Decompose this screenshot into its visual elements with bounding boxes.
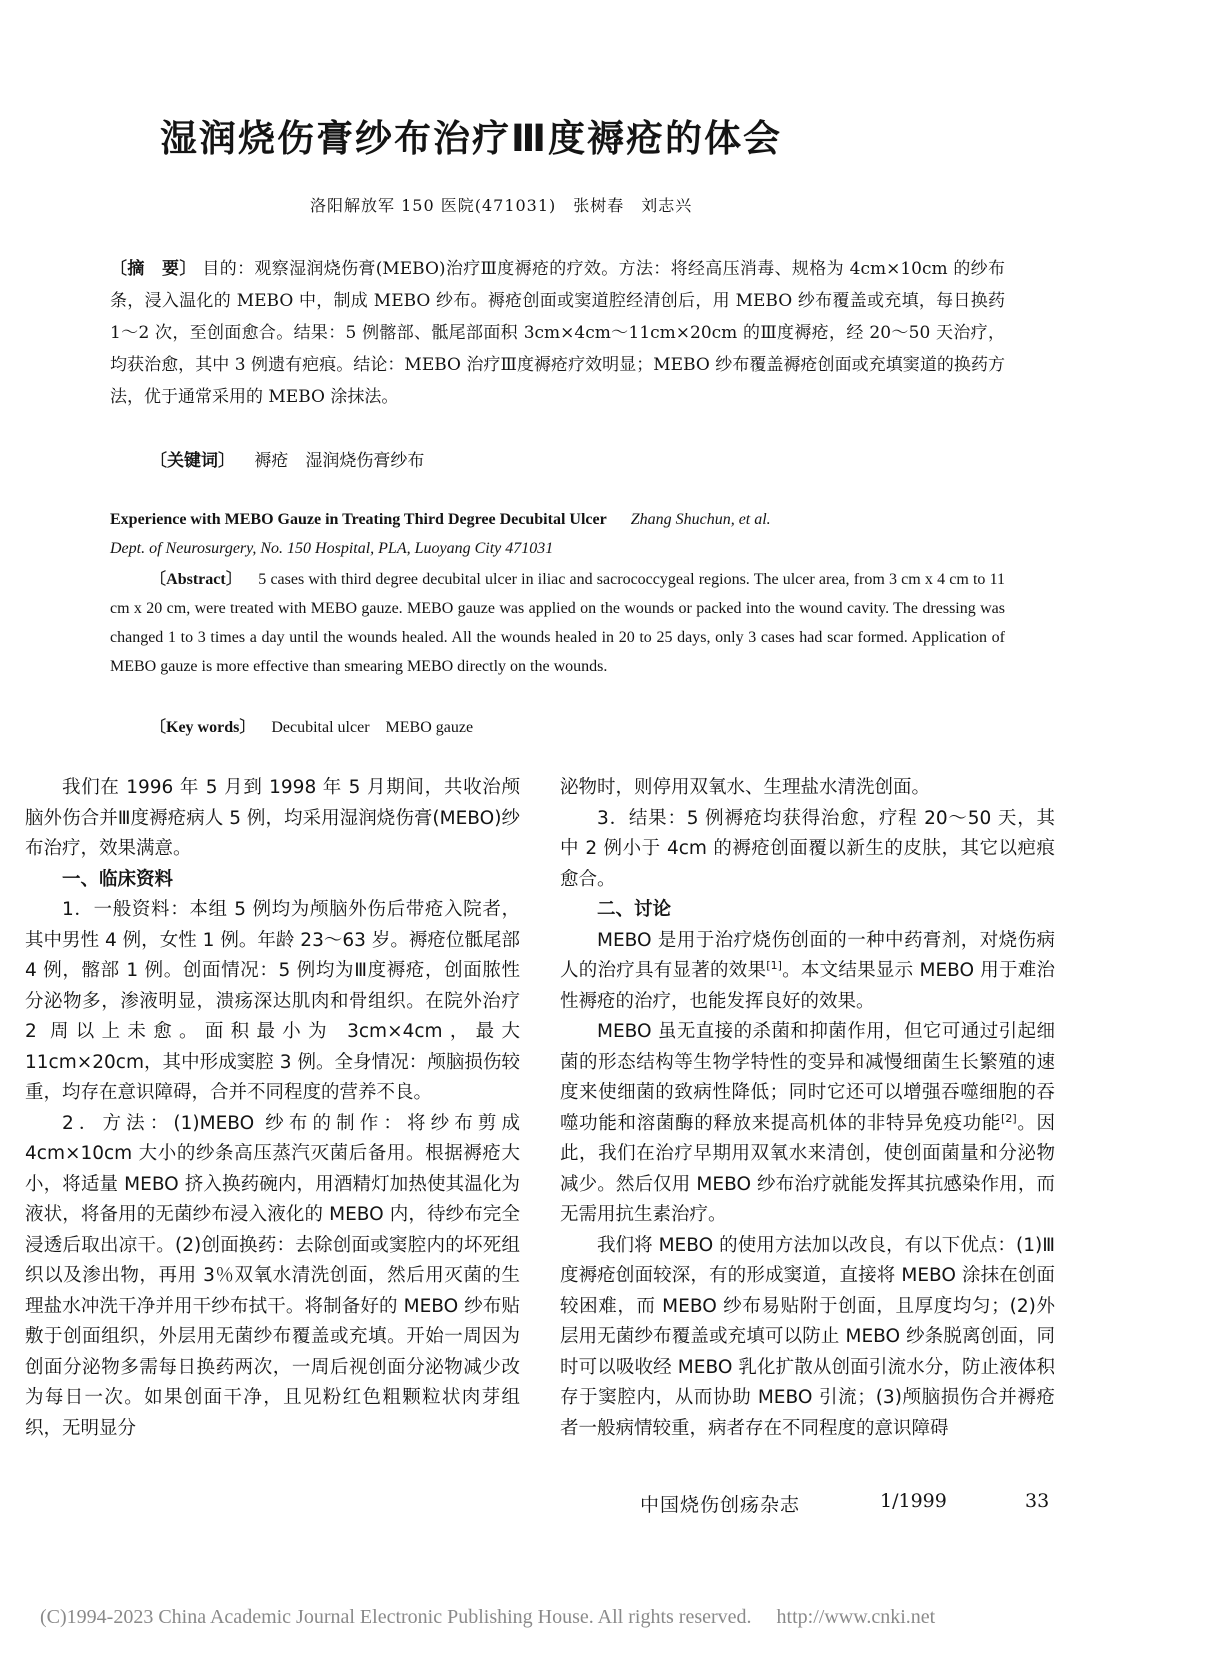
paragraph-methods-continued: 泌物时，则停用双氧水、生理盐水清洗创面。 (560, 777, 931, 798)
english-keywords-label: 〔Key words〕 (150, 719, 256, 736)
discussion-1-text-end: 。本文结果显示 MEBO 用于难治性褥疮的治疗，也能发挥良好的效果。 (560, 960, 1055, 1012)
discussion-2-text: MEBO 虽无直接的杀菌和抑菌作用，但它可通过引起细菌的形态结构等生物学特性的变异和减慢细菌生长繁殖的速度来使细菌的致病性降低；同时它还可以增强吞噬细胞的吞噬功能和溶菌酶的释放来提高机体的非特异免疫功能 (560, 1021, 1055, 1134)
chinese-abstract (110, 253, 1005, 413)
reference-1: [1] (766, 958, 782, 972)
discussion-1-text: MEBO 是用于治疗烧伤创面的一种中药膏剂，对烧伤病人的治疗具有显著的效果 (560, 929, 1055, 981)
footer-issue: 1/1999 (880, 1490, 947, 1512)
body-column-right (560, 773, 1055, 1444)
discussion-2-text-end: 。因此，我们在治疗早期用双氧水来清创，使创面菌量和分泌物减少。然后仅用 MEBO 纱布治疗就能发挥其抗感染作用，而无需用抗生素治疗。 (560, 1112, 1055, 1225)
paragraph-discussion-1 (560, 926, 1055, 1018)
section-heading-discussion: 二、讨论 (597, 899, 672, 920)
chinese-keywords (150, 446, 424, 471)
english-affiliation: Dept. of Neurosurgery, No. 150 Hospital, PLA, Luoyang City 471031 (110, 540, 554, 557)
paragraph-discussion-3: 我们将 MEBO 的使用方法加以改良，有以下优点：(1)Ⅲ度褥疮创面较深，有的形成窦道，直接将 MEBO 涂抹在创面较困难，而 MEBO 纱布易贴附于创面，且厚度均匀；(2)外层用无菌纱布覆盖或充填可以防止 MEBO 纱条脱离创面，同时可以吸收经 MEBO 乳化扩散从创面引流水分，防止液体积存于窦腔内，从而协助 MEBO 引流；(3)颅脑损伤合并褥疮者一般病情较重，病者存在不同程度的意识障碍 (560, 1234, 1055, 1439)
article-title: 湿润烧伤膏纱布治疗Ⅲ度褥疮的体会 (160, 117, 782, 160)
paragraph-results: 3．结果：5 例褥疮均获得治愈，疗程 20～50 天，其中 2 例小于 4cm 的褥疮创面覆以新生的皮肤，其它以疤痕愈合。 (560, 807, 1055, 890)
paragraph-general-data: 1．一般资料：本组 5 例均为颅脑外伤后带疮入院者，其中男性 4 例，女性 1 例。年龄 23～63 岁。褥疮位骶尾部 4 例，髂部 1 例。创面情况：5 例均为Ⅲ度褥疮，创面脓性分泌物多，渗液明显，溃疡深达肌肉和骨组织。在院外治疗 2 周以上未愈。面积最小为 3cm×4cm，最大 11cm×20cm，其中形成窦腔 3 例。全身情况：颅脑损伤较重，均存在意识障碍，合并不同程度的营养不良。 (25, 899, 520, 1103)
english-title: Experience with MEBO Gauze in Treating Third Degree Decubital Ulcer (110, 511, 607, 528)
copyright-notice: (C)1994-2023 China Academic Journal Electronic Publishing House. All rights reserved. http://www.cnki.net (40, 1606, 936, 1628)
body-column-left (25, 773, 520, 1444)
english-abstract (110, 565, 1005, 681)
english-abstract-label: 〔Abstract〕 (150, 571, 243, 588)
english-keywords (150, 714, 473, 737)
footer-journal-name: 中国烧伤创疡杂志 (640, 1494, 801, 1516)
english-keywords-text: Decubital ulcer MEBO gauze (271, 719, 474, 736)
paragraph-methods: 2．方法：(1)MEBO 纱布的制作：将纱布剪成 4cm×10cm 大小的纱条高压蒸汽灭菌后备用。根据褥疮大小，将适量 MEBO 挤入换药碗内，用酒精灯加热使其温化为液状，将备用的无菌纱布浸入液化的 MEBO 内，待纱布完全浸透后取出凉干。(2)创面换药：去除创面或窦腔内的坏死组织以及渗出物，再用 3％双氧水清洗创面，然后用灭菌的生理盐水冲洗干净并用干纱布拭干。将制备好的 MEBO 纱布贴敷于创面组织，外层用无菌纱布覆盖或充填。开始一周因为创面分泌物多需每日换药两次，一周后视创面分泌物减少改为每日一次。如果创面干净，且见粉红色粗颗粒状肉芽组织，无明显分 (25, 1112, 520, 1439)
section-heading-clinical: 一、临床资料 (62, 868, 174, 890)
author-line: 洛阳解放军 150 医院(471031) 张树春 刘志兴 (310, 196, 693, 215)
english-authors: Zhang Shuchun, et al. (630, 511, 771, 528)
intro-paragraph: 我们在 1996 年 5 月到 1998 年 5 月期间，共收治颅脑外伤合并Ⅲ度褥疮病人 5 例，均采用湿润烧伤膏(MEBO)纱布治疗，效果满意。 (25, 777, 520, 859)
keywords-text: 褥疮 湿润烧伤膏纱布 (254, 451, 425, 471)
paragraph-discussion-2 (560, 1017, 1055, 1231)
english-title-line (110, 511, 1010, 529)
page-number: 33 (1025, 1490, 1050, 1512)
keywords-label: 〔关键词〕 (150, 451, 235, 471)
english-abstract-text: 5 cases with third degree decubital ulcer in iliac and sacrococcygeal regions. The ulcer area, from 3 cm x 4 cm to 11 cm x 20 cm, were treated with MEBO gauze. MEBO gauze was applied on the wounds or packed into the wound cavity. The dressing was changed 1 to 3 times a day until the wounds healed. All the wounds healed in 20 to 25 days, only 3 cases had scar formed. Application of MEBO gauze is more effective than smearing MEBO directly on the wounds. (110, 571, 1006, 675)
reference-2: [2] (1001, 1111, 1017, 1125)
abstract-label: 〔摘 要〕 (110, 259, 197, 279)
abstract-text: 目的：观察湿润烧伤膏(MEBO)治疗Ⅲ度褥疮的疗效。方法：将经高压消毒、规格为 4cm×10cm 的纱布条，浸入温化的 MEBO 中，制成 MEBO 纱布。褥疮创面或窦道腔经清创后，用 MEBO 纱布覆盖或充填，每日换药 1～2 次，至创面愈合。结果：5 例髂部、骶尾部面积 3cm×4cm～11cm×20cm 的Ⅲ度褥疮，经 20～50 天治疗，均获治愈，其中 3 例遗有疤痕。结论：MEBO 治疗Ⅲ度褥疮疗效明显；MEBO 纱布覆盖褥疮创面或充填窦道的换药方法，优于通常采用的 MEBO 涂抹法。 (110, 259, 1006, 407)
